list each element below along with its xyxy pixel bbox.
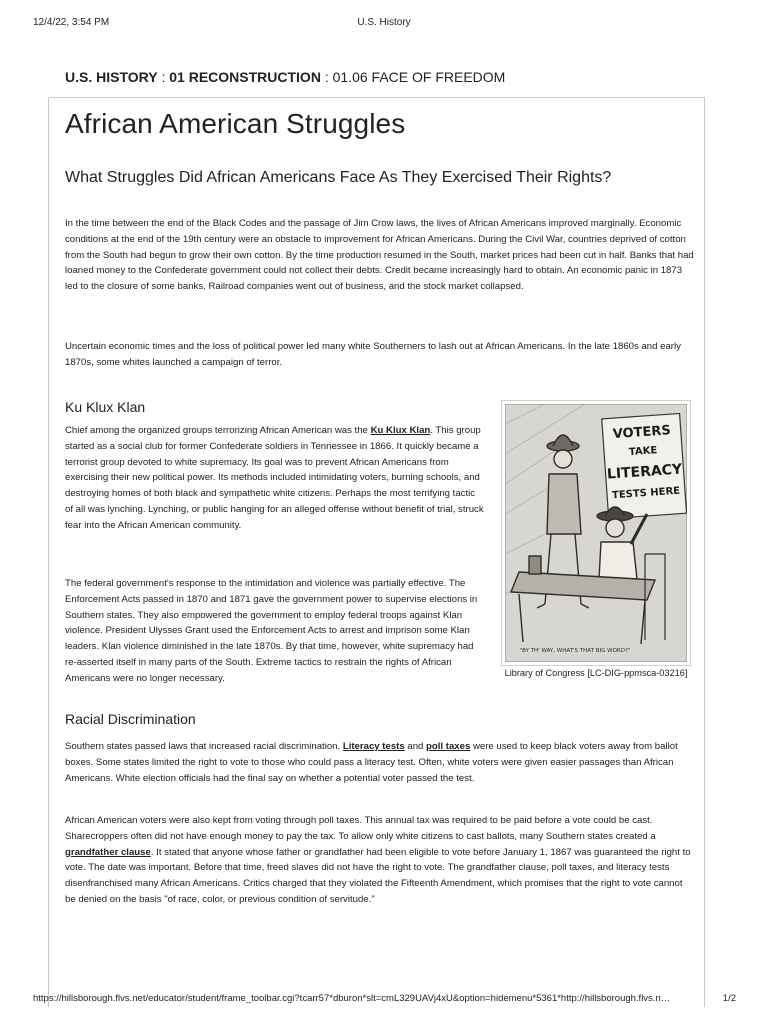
kkk-paragraph-2: The federal government's response to the intimidation and violence was partially effective. The Enforcement Acts passed in 1870 and 1871 gave the government power to supervise elections in Southern states. They also empowered the government to employ federal troops against Klan violence. President Ulysses Grant used the Enforcement Acts to arrest and imprison some Klan leaders. Klan violence diminished in the late 1870s. By that time, however, white supremacy had re-asserted itself in many parts of the South. Extreme tactics to restrain the rights of African Americans were no longer necessary. (65, 578, 478, 684)
glossary-link-ku-klux-klan[interactable]: Ku Klux Klan (370, 425, 431, 436)
breadcrumb-separator: : (161, 69, 166, 85)
sign-text-tests-here: TESTS HERE (611, 485, 681, 502)
racial-text: and (404, 741, 427, 752)
racial-paragraph-2 (65, 813, 695, 908)
section-heading-racial-discrimination: Racial Discrimination (65, 711, 196, 727)
cartoon-caption-text: "BY TH' WAY, WHAT'S THAT BIG WORD?" (519, 648, 631, 654)
racial-text: Southern states passed laws that increased racial discrimination. (65, 741, 343, 752)
print-datetime: 12/4/22, 3:54 PM (33, 17, 110, 28)
intro-paragraph-2: Uncertain economic times and the loss of political power led many white Southerners to lash out at African Americans. In the late 1860s and early 1870s, some whites launched a campaign of terror. (65, 341, 681, 368)
kkk-text: Chief among the organized groups terrorizing African American was the (65, 425, 371, 436)
intro-paragraph-1: In the time between the end of the Black Codes and the passage of Jim Crow laws, the lives of African Americans improved marginally. Economic conditions at the end of the 19th century were an obstacle to improvement for African Americans. During the Civil War, countries deprived of cotton from the South had begun to grow their own cotton. By the time production resumed in the South, market prices had been cut in half. Banks that had loaned money to the Confederate government could not collect their debts. Credit became increasingly hard to obtain. An economic panic in 1873 led to the closure of some banks. Railroad companies went out of business, and the stock market collapsed. (65, 218, 694, 293)
print-footer (0, 993, 768, 1007)
sign-text-take: TAKE (628, 445, 658, 459)
breadcrumb-course[interactable]: U.S. HISTORY (65, 69, 158, 85)
print-header (0, 17, 768, 31)
kkk-text: . This group started as a social club for former Confederate soldiers in Tennessee in 1866. It quickly became a terrorist group devoted to white supremacy. Its goal was to prevent African Americans from exercising their new political power. Its methods included intimidating voters, burning schools, and destroying homes of both black and sympathetic white citizens. Perhaps the most terrifying tactic of all was lynching. Lynching, or public hanging for an alleged offense without benefit of trial, struck fear into the African American community. (65, 425, 484, 531)
sign-text-voters: VOTERS (612, 423, 672, 443)
sign-text-literacy: LITERACY (606, 461, 683, 483)
breadcrumb-separator: : (324, 69, 329, 85)
glossary-link-grandfather-clause[interactable]: grandfather clause (65, 846, 151, 858)
breadcrumb (65, 69, 505, 85)
literacy-test-cartoon (505, 404, 687, 662)
page-title: African American Struggles (65, 108, 406, 139)
section-heading-kkk: Ku Klux Klan (65, 399, 146, 415)
racial-text: . It stated that anyone whose father or grandfather had been eligible to vote before January 1, 1867 was guaranteed the right to vote. The date was important. Before that time, freed slaves did not have the right to vote. The grandfather clause, poll taxes, and literacy tests disenfranchised many African Americans. Critics charged that they violated the Fifteenth Amendment, which promises that the right to vote cannot be denied on the basis "of race, color, or previous condition of servitude." (65, 846, 691, 905)
breadcrumb-lesson: 01.06 FACE OF FREEDOM (332, 69, 506, 85)
image-caption: Library of Congress [LC-DIG-ppmsca-03216] (504, 668, 688, 678)
kkk-paragraph-1 (65, 423, 485, 534)
breadcrumb-module[interactable]: 01 RECONSTRUCTION (169, 69, 321, 85)
racial-text: African American voters were also kept from voting through poll taxes. This annual tax was required to be paid before a vote could be cast. Sharecroppers often did not have enough money to pay the tax. To allow only white citizens to cast ballots, many Southern states created a (65, 815, 656, 842)
glossary-link-poll-taxes[interactable]: poll taxes (426, 741, 471, 752)
cartoon-image (501, 400, 691, 666)
racial-paragraph-1 (65, 739, 695, 786)
racial-text: were used to keep black voters away from ballot boxes. Some states limited the right to vote to those who could pass a literacy test. Often, white voters were given easier passages than African Americans. White election officials had the final say on whether a potential voter passed the test. (65, 741, 678, 784)
page-subtitle: What Struggles Did African Americans Face As They Exercised Their Rights? (65, 169, 612, 186)
glossary-link-literacy-tests[interactable]: Literacy tests (342, 741, 405, 752)
print-url: https://hillsborough.flvs.net/educator/student/frame_toolbar.cgi?tcarr57*dburon*slt=cmL329UAVj4xU&option=hidemenu*5361*http://hillsborough.flvs.n… (33, 993, 671, 1004)
print-title: U.S. History (357, 17, 411, 28)
print-page-number: 1/2 (722, 993, 736, 1004)
